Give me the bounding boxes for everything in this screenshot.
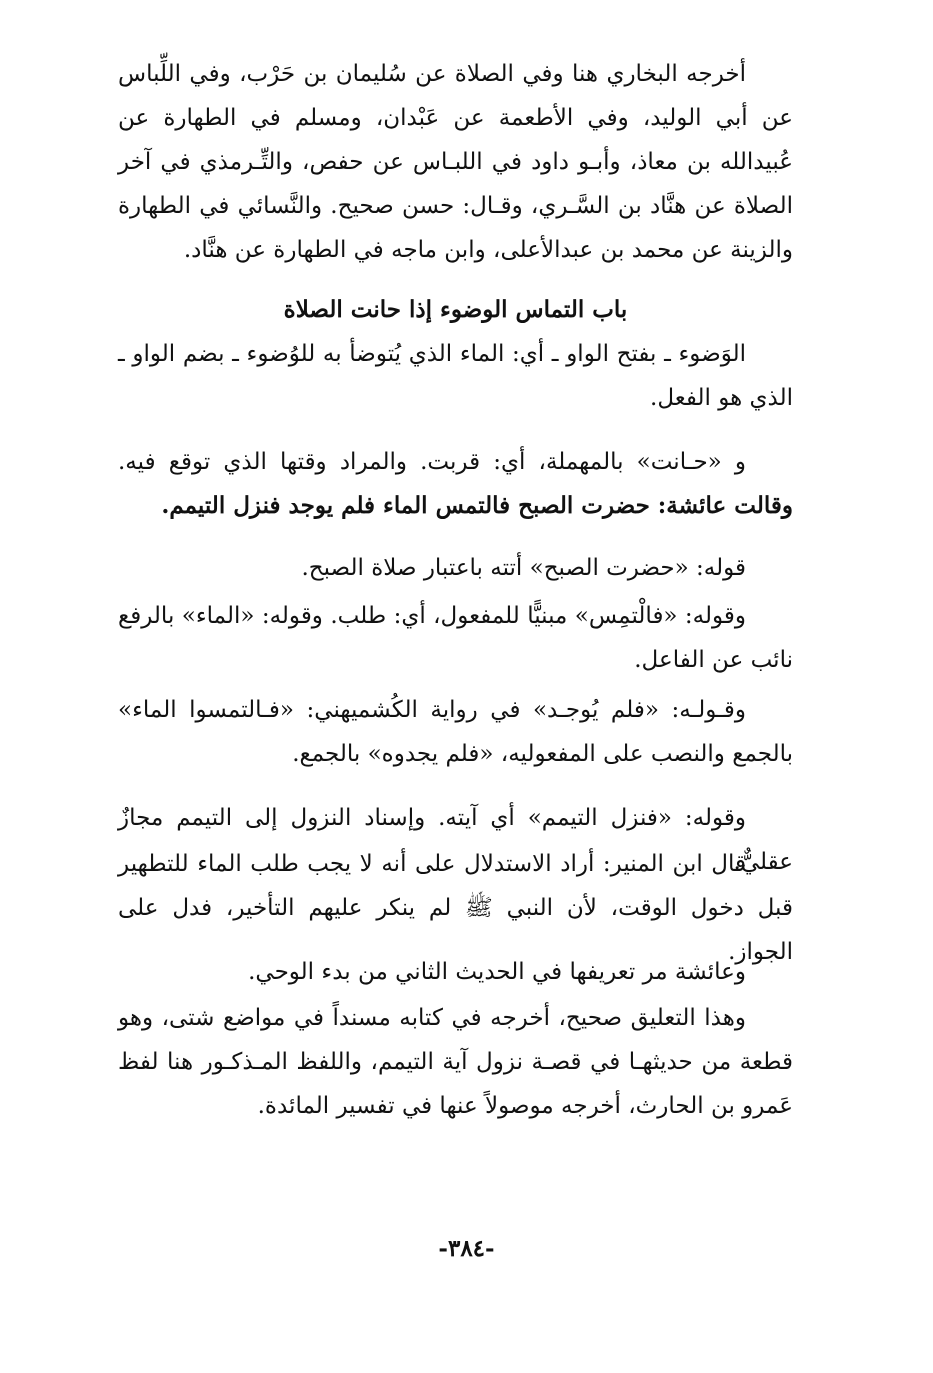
paragraph-fa-lam-yujad: وقـولـه: «فلم يُوجـد» في رواية الكُشميهني: «فـالتمسوا الماء» بالجمع والنصب على المفعوليه، «فلم يجدوه» بالجمع.	[118, 697, 793, 767]
page-number: -٣٨٤-	[438, 1235, 495, 1262]
paragraph-ibn-al-munir: قال ابن المنير: أراد الاستدلال على أنه لا يجب طلب الماء للتطهير قبل دخول الوقت، لأن النبي ﷺ لم ينكر عليهم التأخير، فدل على الجواز.	[118, 851, 793, 965]
aisha-quote-bold: وقالت عائشة: حضرت الصبح فالتمس الماء فلم يوجد فنزل التيمم.	[161, 492, 793, 519]
paragraph-aisha-reference: وعائشة مر تعريفها في الحديث الثاني من بدء الوحي.	[248, 959, 746, 985]
hanat-explanation-text: و «حـانت» بالمهملة، أي: قربت. والمراد وقتها الذي توقع فيه.	[118, 449, 746, 475]
paragraph-wudu-definition: الوَضوء ـ بفتح الواو ـ أي: الماء الذي يُتوضأ به للوُضوء ـ بضم الواو ـ الذي هو الفعل.	[118, 341, 793, 411]
paragraph-hanat-explanation	[118, 440, 793, 528]
section-heading: باب التماس الوضوء إذا حانت الصلاة	[283, 296, 628, 323]
paragraph-source-citations: أخرجه البخاري هنا وفي الصلاة عن سُليمان بن حَرْب، وفي اللِّباس عن أبي الوليد، وفي الأطعمة عن عَبْدان، ومسلم في الطهارة عن عُبيدالله بن معاذ، وأبـو داود في اللبـاس عن حفص، والتِّـرمذي في آخر الصلاة عن هنَّاد بن السَّـري، وقـال: حسن صحيح. والنَّسائي في الطهارة والزينة عن محمد بن عبدالأعلى، وابن ماجه في الطهارة عن هنَّاد.	[118, 61, 793, 263]
paragraph-taliq-sahih: وهذا التعليق صحيح، أخرجه في كتابه مسنداً في مواضع شتى، وهو قطعة من حديثهـا في قصـة نزول آية التيمم، واللفظ المـذكـور هنا لفظ عَمرو بن الحارث، أخرجه موصولاً عنها في تفسير المائدة.	[118, 1005, 793, 1119]
paragraph-faltumisa: وقوله: «فالْتمِس» مبنيًّا للمفعول، أي: طلب. وقوله: «الماء» بالرفع نائب عن الفاعل.	[118, 603, 793, 673]
paragraph-hadarat-subh: قوله: «حضرت الصبح» أتته باعتبار صلاة الصبح.	[301, 555, 746, 581]
paragraph-fanazala-tayammum: وقوله: «فنزل التيمم» أي آيته. وإسناد النزول إلى التيمم مجازٌ عقليٌّ.	[118, 805, 793, 875]
